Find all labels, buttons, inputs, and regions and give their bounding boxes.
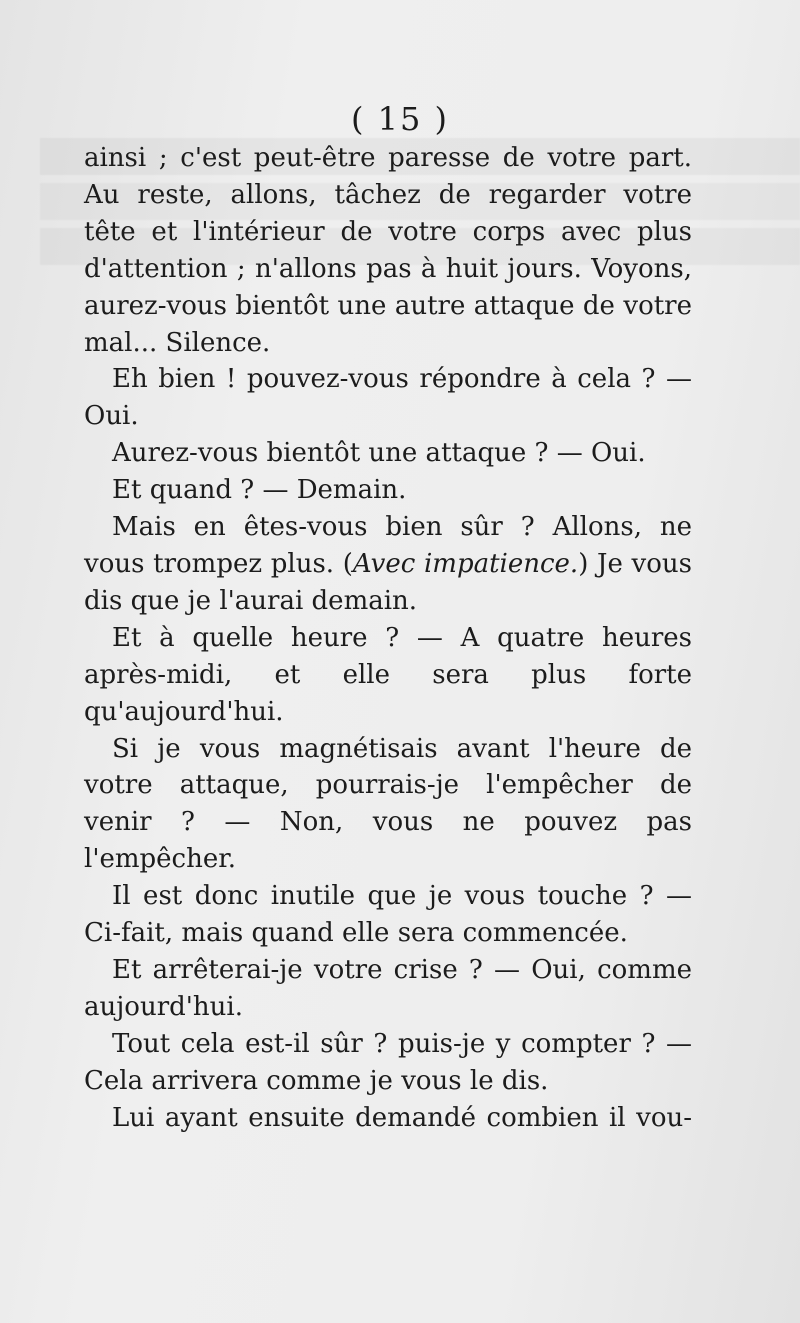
paragraph: Et arrêterai-je votre crise ? — Oui, comme aujourd'hui.: [84, 954, 692, 1022]
paragraph: Il est donc inutile que je vous touche ? — Ci-fait, mais quand elle sera commencée.: [84, 881, 692, 949]
paragraph: Eh bien ! pouvez-vous répondre à cela ? — Oui.: [84, 364, 692, 432]
paragraph: Et à quelle heure ? — A quatre heures après-midi, et elle sera plus forte qu'aujourd'hui.: [84, 622, 692, 727]
paragraph: ainsi ; c'est peut-être paresse de votre part. Au reste, allons, tâchez de regarder votre tête et l'intérieur de votre corps avec plus d'attention ; n'allons pas à huit jours. Voyons, aurez-vous bientôt une autre attaque de votre mal... Silence.: [84, 143, 692, 358]
paragraph: Lui ayant ensuite demandé combien il vou-: [112, 1102, 692, 1133]
paragraph: Aurez-vous bientôt une attaque ? — Oui.: [112, 438, 646, 469]
paragraph: [84, 509, 692, 620]
paragraph-text: ) Je vous dis que je l'aurai demain.: [84, 548, 692, 616]
page-number: ( 15 ): [350, 100, 450, 138]
body-text: [84, 140, 692, 1136]
stage-direction: Avec impatience.: [352, 548, 579, 579]
paragraph: Et quand ? — Demain.: [112, 475, 407, 506]
paragraph: Si je vous magnétisais avant l'heure de votre attaque, pourrais-je l'empêcher de venir ? — Non, vous ne pouvez pas l'empêcher.: [84, 733, 692, 875]
paragraph-text: Mais en êtes-vous bien sûr ? Allons, ne vous trompez plus. (: [84, 512, 692, 579]
paragraph: Tout cela est-il sûr ? puis-je y compter ? — Cela arrivera comme je vous le dis.: [84, 1028, 692, 1096]
